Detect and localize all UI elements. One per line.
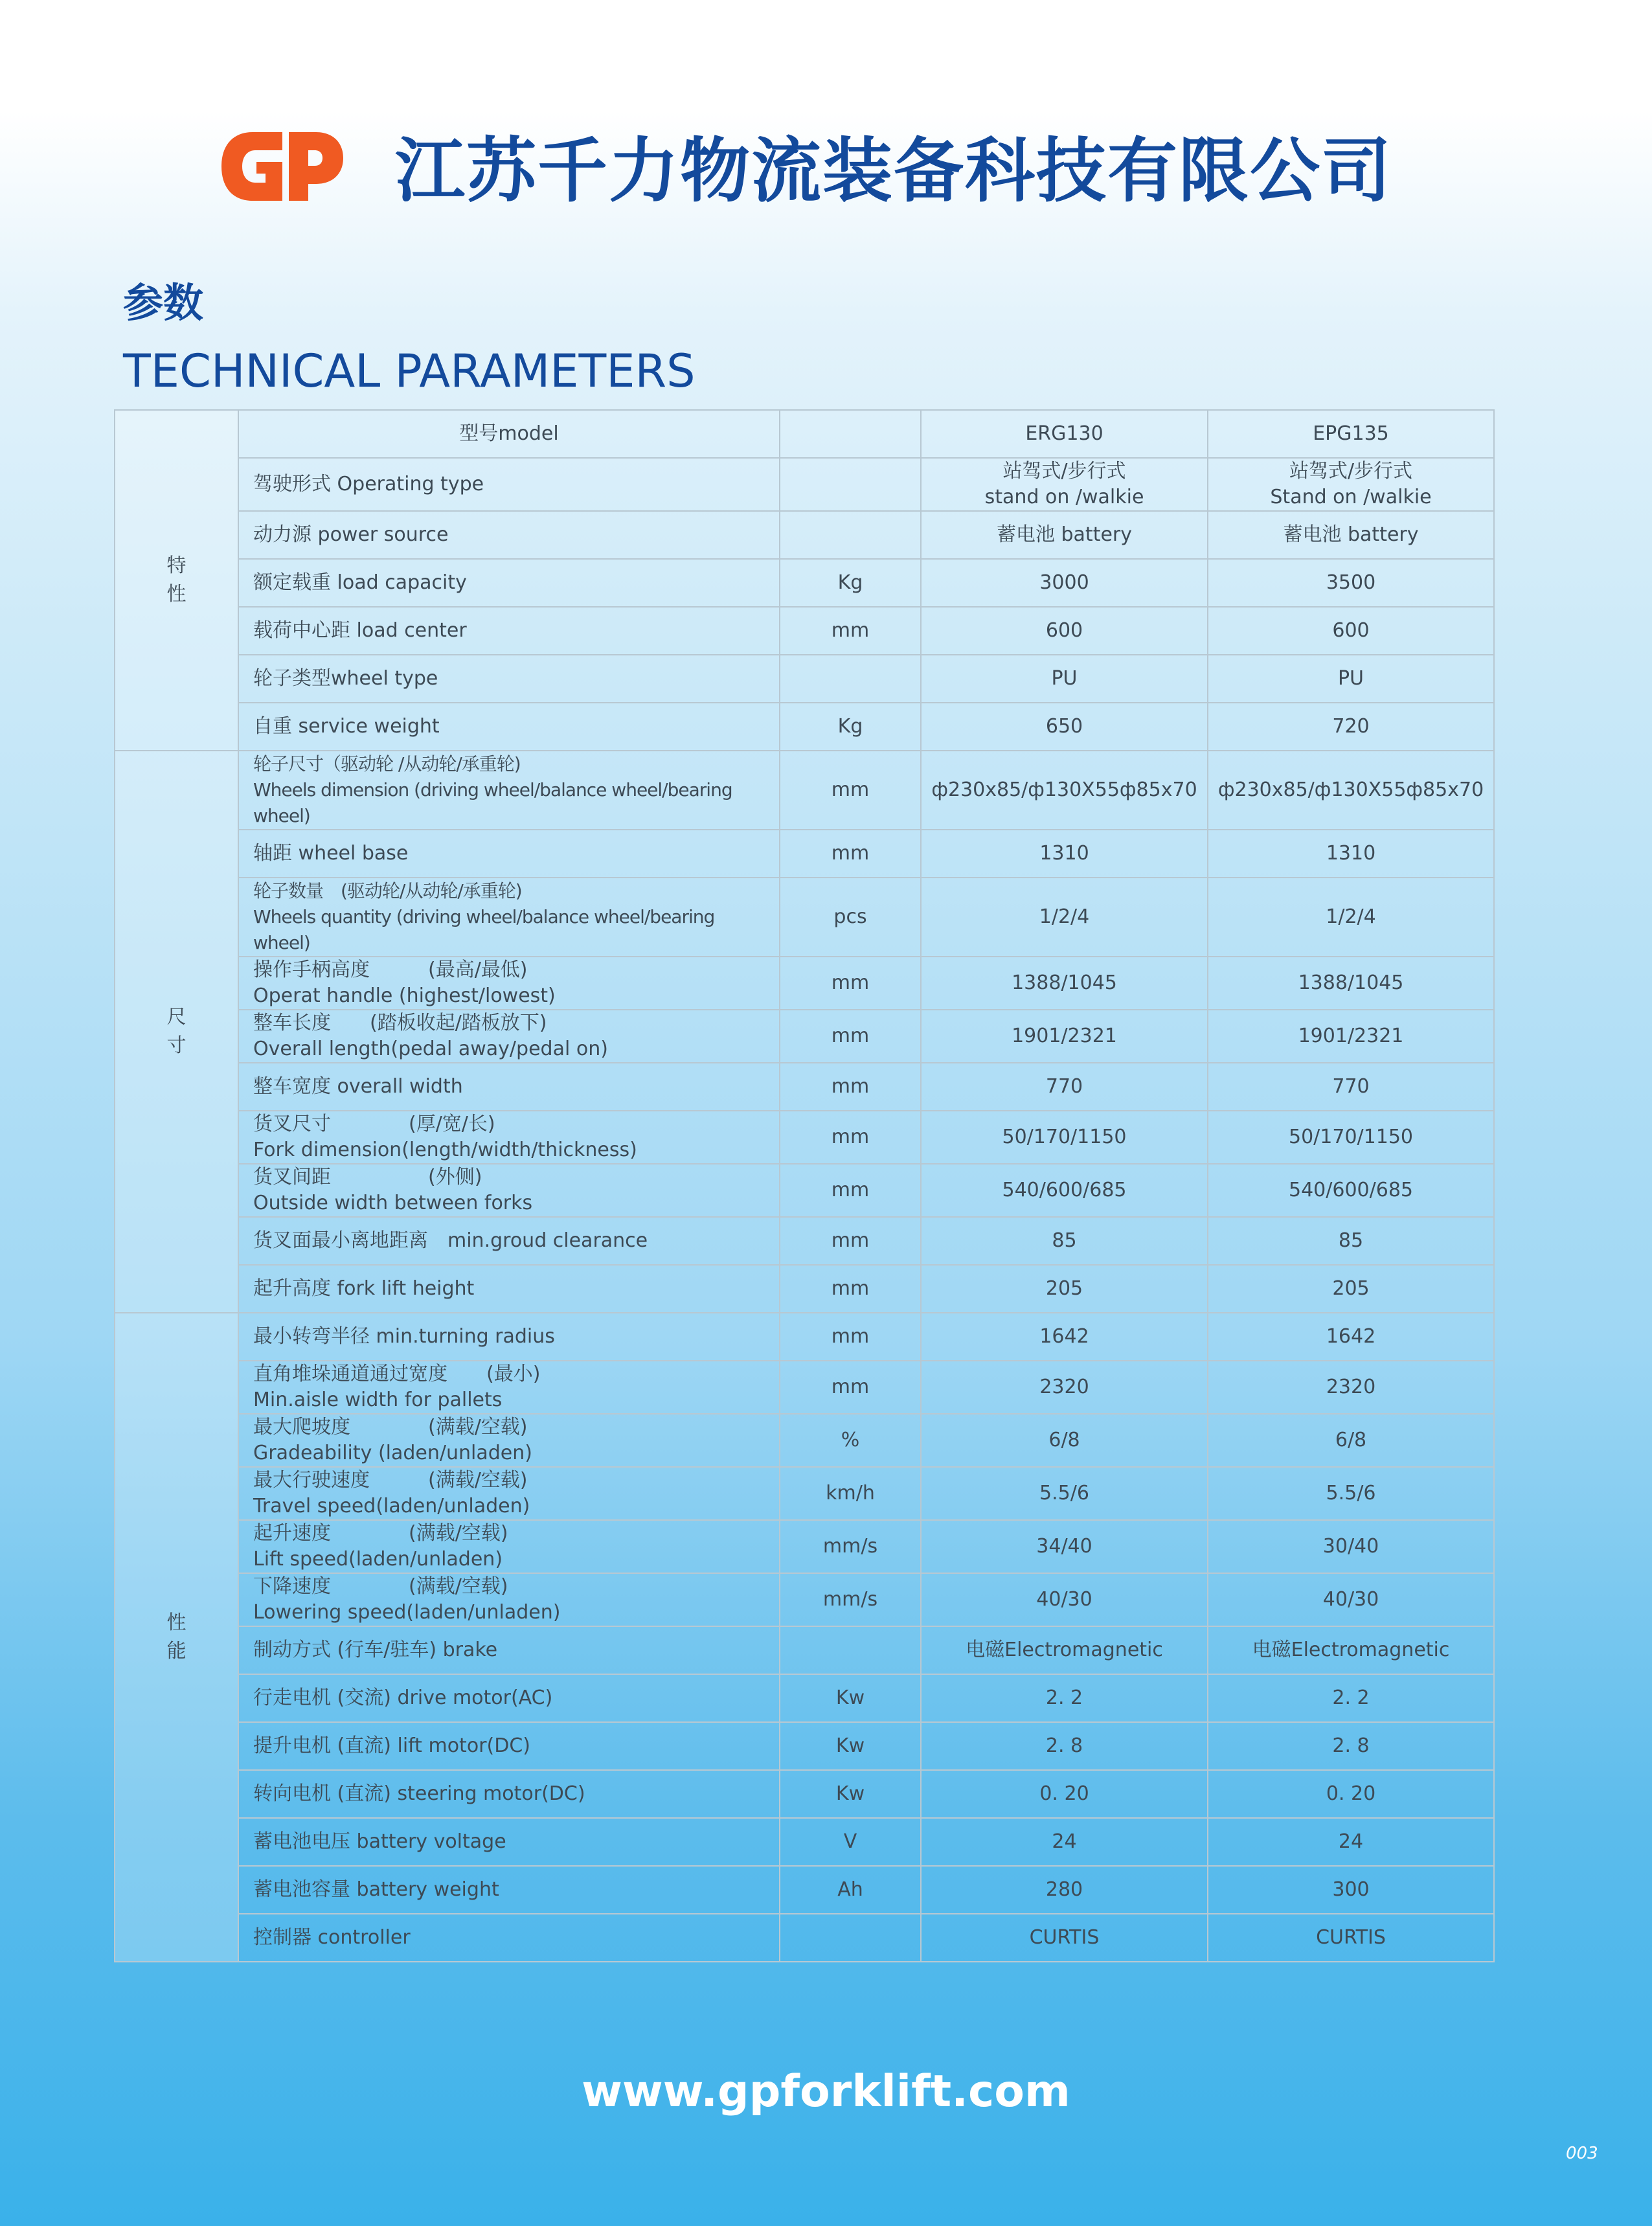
param-unit: mm (780, 1164, 921, 1217)
param-value-model-2: 2. 2 (1208, 1674, 1494, 1722)
param-name: 轮子尺寸（驱动轮 /从动轮/承重轮) Wheels dimension (driving wheel/balance wheel/bearing wheel) (238, 751, 780, 830)
param-value-model-2: 40/30 (1208, 1573, 1494, 1626)
param-value-model-2: 2. 8 (1208, 1722, 1494, 1770)
param-value-model-1: 6/8 (921, 1414, 1208, 1467)
param-unit: Ah (780, 1866, 921, 1914)
param-value-model-1: 40/30 (921, 1573, 1208, 1626)
param-value-model-1: 34/40 (921, 1520, 1208, 1573)
param-name: 制动方式 (行车/驻车) brake (238, 1626, 780, 1674)
param-name: 轮子类型wheel type (238, 655, 780, 703)
param-value-model-1: 5.5/6 (921, 1467, 1208, 1520)
param-value-model-2: 3500 (1208, 559, 1494, 607)
param-value-model-2: 24 (1208, 1818, 1494, 1866)
param-name: 起升高度 fork lift height (238, 1265, 780, 1313)
table-row (115, 1265, 1494, 1313)
table-row (115, 1313, 1494, 1361)
param-unit (780, 458, 921, 511)
param-value-model-1: 24 (921, 1818, 1208, 1866)
param-unit: mm (780, 607, 921, 655)
param-value-model-1: 205 (921, 1265, 1208, 1313)
param-value-model-1: 650 (921, 703, 1208, 751)
param-name: 最小转弯半径 min.turning radius (238, 1313, 780, 1361)
table-row (115, 751, 1494, 830)
param-unit: mm (780, 1265, 921, 1313)
param-name: 蓄电池电压 battery voltage (238, 1818, 780, 1866)
parameters-table (114, 409, 1495, 1962)
param-value-model-2: 720 (1208, 703, 1494, 751)
param-unit: Kw (780, 1770, 921, 1818)
table-row (115, 1361, 1494, 1414)
param-value-model-2: 1901/2321 (1208, 1010, 1494, 1063)
table-row (115, 878, 1494, 957)
table-row (115, 1770, 1494, 1818)
param-value-model-1: CURTIS (921, 1914, 1208, 1962)
param-value-model-2: 205 (1208, 1265, 1494, 1313)
param-unit: mm (780, 1217, 921, 1265)
param-value-model-2: 0. 20 (1208, 1770, 1494, 1818)
param-value-model-1: ф230x85/ф130X55ф85x70 (921, 751, 1208, 830)
param-unit: km/h (780, 1467, 921, 1520)
param-unit: mm/s (780, 1573, 921, 1626)
table-row (115, 511, 1494, 559)
table-row (115, 1866, 1494, 1914)
table-row (115, 458, 1494, 511)
section-title-cn: 参数 (123, 279, 204, 326)
param-value-model-2: 300 (1208, 1866, 1494, 1914)
param-unit: mm (780, 1063, 921, 1111)
header-model-1: ERG130 (921, 410, 1208, 458)
param-name: 最大爬坡度 (满载/空载) Gradeability (laden/unladen) (238, 1414, 780, 1467)
param-unit (780, 511, 921, 559)
param-value-model-1: 2. 2 (921, 1674, 1208, 1722)
param-value-model-2: 600 (1208, 607, 1494, 655)
param-value-model-1: PU (921, 655, 1208, 703)
footer-website: www.gpforklift.com (582, 2066, 1070, 2117)
param-unit (780, 655, 921, 703)
param-name: 轴距 wheel base (238, 830, 780, 878)
param-unit: mm (780, 830, 921, 878)
table-row (115, 1063, 1494, 1111)
param-value-model-2: 电磁Electromagnetic (1208, 1626, 1494, 1674)
category-cell: 特 性 (115, 410, 238, 751)
param-value-model-1: 770 (921, 1063, 1208, 1111)
section-title-en: TECHNICAL PARAMETERS (123, 345, 696, 398)
param-name: 提升电机 (直流) lift motor(DC) (238, 1722, 780, 1770)
param-name: 驾驶形式 Operating type (238, 458, 780, 511)
param-name: 转向电机 (直流) steering motor(DC) (238, 1770, 780, 1818)
table-row (115, 559, 1494, 607)
table-row (115, 655, 1494, 703)
param-name: 整车宽度 overall width (238, 1063, 780, 1111)
param-unit: Kg (780, 703, 921, 751)
param-unit (780, 1626, 921, 1674)
table-row (115, 1010, 1494, 1063)
table-row (115, 1818, 1494, 1866)
param-value-model-2: CURTIS (1208, 1914, 1494, 1962)
param-value-model-1: 2320 (921, 1361, 1208, 1414)
param-name: 载荷中心距 load center (238, 607, 780, 655)
param-value-model-1: 600 (921, 607, 1208, 655)
gp-logo-icon (219, 128, 345, 205)
table-row (115, 607, 1494, 655)
param-name: 操作手柄高度 (最高/最低) Operat handle (highest/lowest) (238, 957, 780, 1010)
param-unit: V (780, 1818, 921, 1866)
param-unit: mm (780, 1010, 921, 1063)
param-value-model-2: 85 (1208, 1217, 1494, 1265)
param-name: 下降速度 (满载/空载) Lowering speed(laden/unladen) (238, 1573, 780, 1626)
table-row (115, 830, 1494, 878)
param-name: 动力源 power source (238, 511, 780, 559)
param-value-model-2: 30/40 (1208, 1520, 1494, 1573)
category-cell: 尺 寸 (115, 751, 238, 1313)
param-value-model-1: 1901/2321 (921, 1010, 1208, 1063)
param-name: 轮子数量 (驱动轮/从动轮/承重轮) Wheels quantity (driving wheel/balance wheel/bearing wheel) (238, 878, 780, 957)
param-name: 最大行驶速度 (满载/空载) Travel speed(laden/unladen) (238, 1467, 780, 1520)
table-row (115, 1573, 1494, 1626)
table-row (115, 1164, 1494, 1217)
param-value-model-2: 2320 (1208, 1361, 1494, 1414)
param-unit: % (780, 1414, 921, 1467)
param-value-model-1: 1/2/4 (921, 878, 1208, 957)
table-row (115, 703, 1494, 751)
page-header (0, 0, 1652, 214)
param-value-model-2: 540/600/685 (1208, 1164, 1494, 1217)
param-name: 自重 service weight (238, 703, 780, 751)
param-unit: pcs (780, 878, 921, 957)
param-unit (780, 1914, 921, 1962)
header-label: 型号model (238, 410, 780, 458)
param-value-model-1: 0. 20 (921, 1770, 1208, 1818)
param-name: 货叉间距 (外侧) Outside width between forks (238, 1164, 780, 1217)
param-value-model-1: 站驾式/步行式 stand on /walkie (921, 458, 1208, 511)
table-row (115, 1626, 1494, 1674)
page-number: 003 (1566, 2144, 1598, 2163)
table-row (115, 1520, 1494, 1573)
param-name: 直角堆垛通道通过宽度 (最小) Min.aisle width for pallets (238, 1361, 780, 1414)
param-unit: mm (780, 751, 921, 830)
param-unit: Kw (780, 1722, 921, 1770)
param-value-model-1: 2. 8 (921, 1722, 1208, 1770)
param-value-model-1: 85 (921, 1217, 1208, 1265)
param-name: 货叉尺寸 (厚/宽/长) Fork dimension(length/width/thickness) (238, 1111, 780, 1164)
table-row (115, 1722, 1494, 1770)
header-unit (780, 410, 921, 458)
param-name: 整车长度 (踏板收起/踏板放下) Overall length(pedal away/pedal on) (238, 1010, 780, 1063)
param-value-model-1: 电磁Electromagnetic (921, 1626, 1208, 1674)
param-value-model-2: 1/2/4 (1208, 878, 1494, 957)
param-value-model-2: 蓄电池 battery (1208, 511, 1494, 559)
param-value-model-1: 3000 (921, 559, 1208, 607)
table-row (115, 1914, 1494, 1962)
table-row (115, 1414, 1494, 1467)
param-value-model-1: 50/170/1150 (921, 1111, 1208, 1164)
table-row (115, 1467, 1494, 1520)
category-cell: 性 能 (115, 1313, 238, 1962)
param-unit: mm (780, 1111, 921, 1164)
table-row (115, 1217, 1494, 1265)
param-value-model-2: ф230x85/ф130X55ф85x70 (1208, 751, 1494, 830)
param-name: 额定载重 load capacity (238, 559, 780, 607)
param-name: 控制器 controller (238, 1914, 780, 1962)
param-value-model-2: PU (1208, 655, 1494, 703)
param-name: 起升速度 (满载/空载) Lift speed(laden/unladen) (238, 1520, 780, 1573)
param-value-model-2: 770 (1208, 1063, 1494, 1111)
table-row (115, 1674, 1494, 1722)
table-row (115, 1111, 1494, 1164)
param-value-model-1: 540/600/685 (921, 1164, 1208, 1217)
param-unit: mm/s (780, 1520, 921, 1573)
param-value-model-2: 1388/1045 (1208, 957, 1494, 1010)
param-value-model-1: 1310 (921, 830, 1208, 878)
param-name: 蓄电池容量 battery weight (238, 1866, 780, 1914)
param-unit: Kw (780, 1674, 921, 1722)
param-value-model-2: 5.5/6 (1208, 1467, 1494, 1520)
table-row (115, 957, 1494, 1010)
param-value-model-1: 1642 (921, 1313, 1208, 1361)
param-value-model-2: 1642 (1208, 1313, 1494, 1361)
param-name: 行走电机 (交流) drive motor(AC) (238, 1674, 780, 1722)
param-value-model-2: 1310 (1208, 830, 1494, 878)
param-unit: mm (780, 1313, 921, 1361)
header-model-2: EPG135 (1208, 410, 1494, 458)
param-value-model-2: 50/170/1150 (1208, 1111, 1494, 1164)
param-unit: Kg (780, 559, 921, 607)
param-value-model-2: 6/8 (1208, 1414, 1494, 1467)
param-name: 货叉面最小离地距离 min.groud clearance (238, 1217, 780, 1265)
parameters-table-container (114, 409, 1493, 1962)
param-value-model-1: 1388/1045 (921, 957, 1208, 1010)
param-value-model-2: 站驾式/步行式 Stand on /walkie (1208, 458, 1494, 511)
company-name: 江苏千力物流装备科技有限公司 (395, 131, 1393, 212)
table-header-row (115, 410, 1494, 458)
param-value-model-1: 280 (921, 1866, 1208, 1914)
param-unit: mm (780, 1361, 921, 1414)
param-value-model-1: 蓄电池 battery (921, 511, 1208, 559)
param-unit: mm (780, 957, 921, 1010)
